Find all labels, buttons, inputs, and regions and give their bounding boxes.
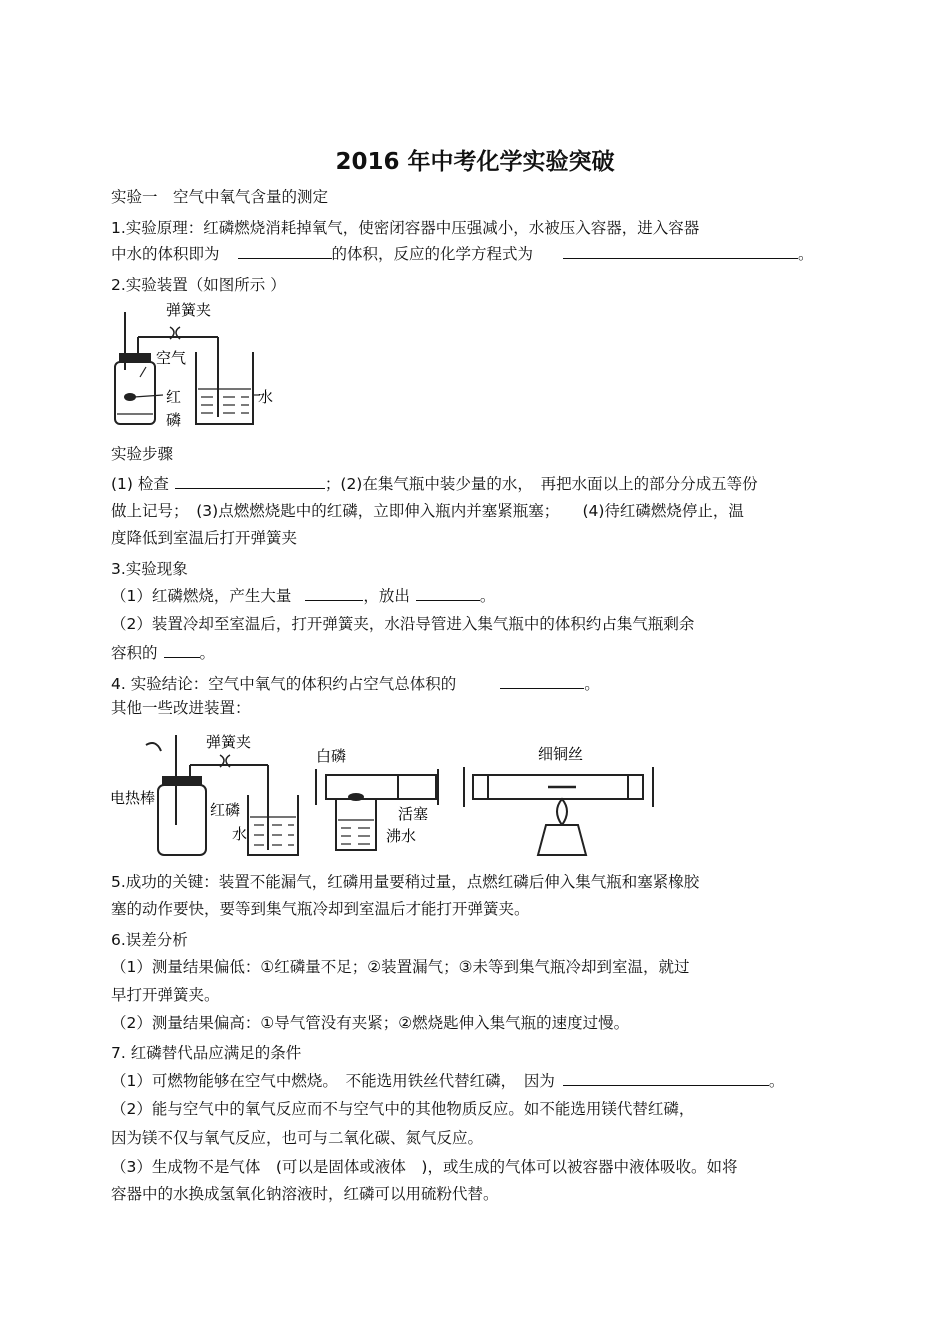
label-water: 水 bbox=[258, 388, 274, 406]
text: (1) 检查 bbox=[111, 475, 169, 493]
text: 。 bbox=[768, 1072, 785, 1090]
label-red-1: 红 bbox=[166, 388, 182, 406]
answer-blank-8[interactable] bbox=[563, 1071, 769, 1086]
answer-blank-1[interactable] bbox=[238, 244, 332, 259]
label-clip-2: 弹簧夹 bbox=[206, 733, 252, 751]
principle-line-1: 1.实验原理：红磷燃烧消耗掉氧气，使密闭容器中压强减小，水被压入容器，进入容器 bbox=[111, 219, 700, 237]
label-copper: 细铜丝 bbox=[538, 745, 584, 763]
glass-tube bbox=[326, 775, 436, 799]
text: 中水的体积即为 bbox=[111, 245, 220, 263]
principle-line-2 bbox=[111, 244, 814, 264]
white-phosphorus bbox=[348, 793, 364, 801]
error-line-2: 早打开弹簧夹。 bbox=[111, 986, 220, 1004]
phenomena-line-2: （2）装置冷却至室温后，打开弹簧夹，水沿导管进入集气瓶中的体积约占集气瓶剩余 bbox=[111, 615, 695, 633]
key-line-1: 5.成功的关键：装置不能漏气，红磷用量要稍过量，点燃红磷后伸入集气瓶和塞紧橡胶 bbox=[111, 873, 700, 891]
section-heading-exp1: 实验一 空气中氧气含量的测定 bbox=[111, 188, 329, 206]
label-piston: 活塞 bbox=[398, 805, 429, 823]
text: 。 bbox=[479, 587, 496, 605]
label-red-2: 磷 bbox=[166, 411, 182, 429]
heater-cord bbox=[146, 743, 161, 751]
conclusion-line bbox=[111, 674, 600, 694]
answer-blank-6[interactable] bbox=[164, 643, 200, 658]
label-water-2: 水 bbox=[232, 825, 248, 843]
gas-bottle bbox=[115, 362, 155, 424]
improvement-heading: 其他一些改进装置： bbox=[111, 699, 251, 717]
apparatus-figure-1 bbox=[108, 297, 278, 432]
alcohol-lamp bbox=[538, 825, 586, 855]
substitute-heading: 7. 红磷替代品应满足的条件 bbox=[111, 1044, 302, 1062]
label-clip: 弹簧夹 bbox=[166, 301, 212, 319]
label-red-phos: 红磷 bbox=[210, 801, 241, 819]
answer-blank-3[interactable] bbox=[175, 474, 325, 489]
text: 。 bbox=[798, 245, 814, 263]
text: （1）红磷燃烧，产生大量 bbox=[111, 587, 292, 605]
label-boil: 沸水 bbox=[386, 827, 417, 845]
label-white-phos: 白磷 bbox=[316, 747, 347, 765]
phenomena-line-1 bbox=[111, 586, 495, 606]
apparatus-figure-2 bbox=[108, 725, 660, 860]
substitute-line-3: 因为镁不仅与氧气反应，也可与二氧化碳、氮气反应。 bbox=[111, 1129, 484, 1147]
phosphorus-spoon bbox=[124, 393, 136, 401]
error-line-3: （2）测量结果偏高：①导气管没有夹紧；②燃烧匙伸入集气瓶的速度过慢。 bbox=[111, 1014, 630, 1032]
text: ；(2)在集气瓶中装少量的水， 再把水面以上的部分分成五等份 bbox=[324, 475, 758, 493]
text: 的体积，反应的化学方程式为 bbox=[331, 245, 534, 263]
substitute-line-5: 容器中的水换成氢氧化钠溶液时，红磷可以用硫粉代替。 bbox=[111, 1185, 499, 1203]
phenomena-line-3 bbox=[111, 643, 215, 663]
steps-heading: 实验步骤 bbox=[111, 445, 174, 463]
substitute-line-1 bbox=[111, 1071, 784, 1091]
steps-line-3: 度降低到室温后打开弹簧夹 bbox=[111, 529, 298, 547]
gas-bottle-2 bbox=[158, 785, 206, 855]
text: ，放出 bbox=[363, 587, 410, 605]
text: （1）可燃物能够在空气中燃烧。 不能选用铁丝代替红磷， 因为 bbox=[111, 1072, 555, 1090]
answer-blank-4[interactable] bbox=[305, 586, 363, 601]
error-line-1: （1）测量结果偏低：①红磷量不足；②装置漏气；③未等到集气瓶冷却到室温，就过 bbox=[111, 958, 690, 976]
steps-line-1 bbox=[111, 474, 758, 494]
text: 4. 实验结论：空气中氧气的体积约占空气总体积的 bbox=[111, 675, 457, 693]
stopper bbox=[120, 354, 150, 362]
text: 。 bbox=[584, 675, 600, 693]
boil-beaker bbox=[336, 799, 376, 850]
text: 容积的 bbox=[111, 644, 158, 662]
label-air: 空气 bbox=[156, 349, 187, 367]
error-heading: 6.误差分析 bbox=[111, 931, 188, 949]
text: 。 bbox=[199, 644, 216, 662]
apparatus-heading: 2.实验装置（如图所示 ） bbox=[111, 276, 286, 294]
flame bbox=[557, 799, 567, 825]
key-line-2: 塞的动作要快，要等到集气瓶冷却到室温后才能打开弹簧夹。 bbox=[111, 900, 530, 918]
substitute-line-4: （3）生成物不是气体 (可以是固体或液体 )，或生成的气体可以被容器中液体吸收。如将 bbox=[111, 1158, 738, 1176]
substitute-line-2: （2）能与空气中的氧气反应而不与空气中的其他物质反应。如不能选用镁代替红磷， bbox=[111, 1100, 695, 1118]
steps-line-2: 做上记号； (3)点燃燃烧匙中的红磷，立即伸入瓶内并塞紧瓶塞； (4)待红磷燃烧停止，温 bbox=[111, 502, 744, 520]
answer-blank-5[interactable] bbox=[416, 586, 480, 601]
answer-blank-7[interactable] bbox=[500, 674, 584, 689]
phenomena-heading: 3.实验现象 bbox=[111, 560, 188, 578]
page-title: 2016 年中考化学实验突破 bbox=[335, 149, 615, 175]
answer-blank-2[interactable] bbox=[563, 244, 798, 259]
label-heater: 电热棒 bbox=[110, 789, 156, 807]
